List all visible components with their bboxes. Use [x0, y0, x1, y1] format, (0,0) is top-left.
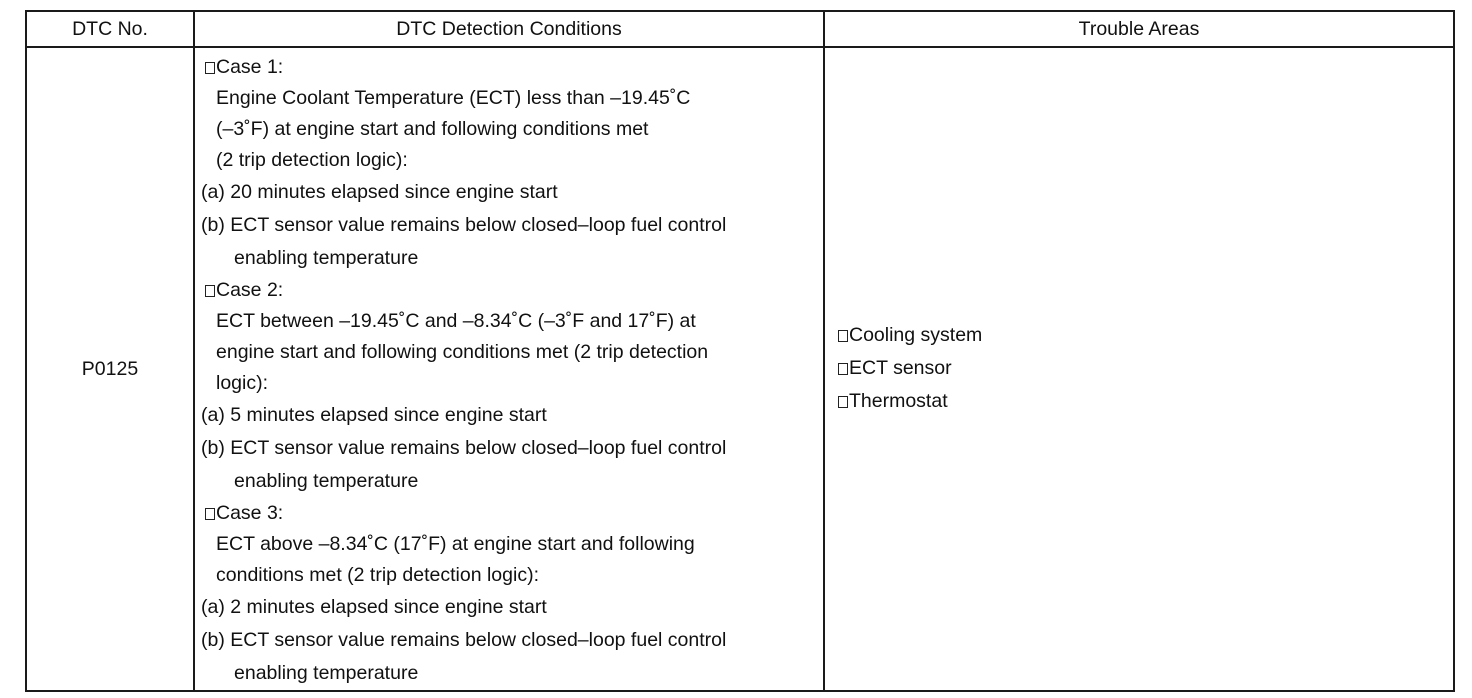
condition-line: [201, 368, 823, 399]
condition-line: [201, 399, 823, 432]
list-item: [838, 352, 1453, 385]
condition-text: (a) 20 minutes elapsed since engine start: [201, 181, 558, 203]
condition-case-heading: [201, 275, 823, 306]
condition-text: conditions met (2 trip detection logic):: [216, 564, 539, 586]
detection-conditions-cell: [194, 47, 824, 691]
checkbox-square-icon: [205, 508, 215, 520]
checkbox-square-icon: [838, 330, 848, 342]
trouble-area-text: ECT sensor: [849, 356, 952, 379]
condition-line: [201, 465, 823, 498]
condition-case-heading: [201, 498, 823, 529]
condition-text: (b) ECT sensor value remains below closed–loop fuel control: [201, 629, 727, 651]
trouble-area-text: Cooling system: [849, 323, 983, 346]
checkbox-square-icon: [838, 396, 848, 408]
condition-line: [201, 529, 823, 560]
condition-text: enabling temperature: [234, 247, 419, 269]
condition-line: [201, 432, 823, 465]
trouble-areas-cell: [824, 47, 1454, 691]
condition-case-heading: [201, 52, 823, 83]
condition-text: (–3˚F) at engine start and following conditions met: [216, 118, 649, 140]
condition-line: [201, 306, 823, 337]
condition-text: (a) 2 minutes elapsed since engine start: [201, 596, 547, 618]
condition-line: [201, 337, 823, 368]
condition-text: (2 trip detection logic):: [216, 149, 408, 171]
condition-line: [201, 560, 823, 591]
list-item: [838, 385, 1453, 418]
condition-line: [201, 176, 823, 209]
condition-text: Engine Coolant Temperature (ECT) less than –19.45˚C: [216, 87, 691, 109]
dtc-code: P0125: [26, 47, 194, 691]
condition-text: (b) ECT sensor value remains below closed–loop fuel control: [201, 214, 727, 236]
condition-line: [201, 242, 823, 275]
condition-line: [201, 657, 823, 690]
trouble-areas-list: [838, 319, 1453, 420]
checkbox-square-icon: [205, 285, 215, 297]
header-detection-conditions: DTC Detection Conditions: [194, 11, 824, 47]
condition-text: engine start and following conditions met (2 trip detection: [216, 341, 709, 363]
detection-conditions-list: [201, 48, 823, 690]
header-row: [26, 11, 1454, 47]
header-dtc-no: DTC No.: [26, 11, 194, 47]
header-trouble-areas: Trouble Areas: [824, 11, 1454, 47]
condition-text: logic):: [216, 372, 269, 394]
condition-text: ECT between –19.45˚C and –8.34˚C (–3˚F and 17˚F) at: [216, 310, 696, 332]
trouble-area-text: Thermostat: [849, 389, 948, 412]
condition-text: (a) 5 minutes elapsed since engine start: [201, 404, 547, 426]
condition-line: [201, 624, 823, 657]
list-item: [838, 319, 1453, 352]
condition-text: Case 1:: [216, 56, 284, 78]
dtc-table: [25, 10, 1455, 692]
condition-text: enabling temperature: [234, 662, 419, 684]
condition-text: Case 2:: [216, 279, 284, 301]
condition-text: enabling temperature: [234, 470, 419, 492]
condition-text: Case 3:: [216, 502, 284, 524]
condition-line: [201, 145, 823, 176]
condition-text: (b) ECT sensor value remains below closed–loop fuel control: [201, 437, 727, 459]
condition-text: ECT above –8.34˚C (17˚F) at engine start and following: [216, 533, 695, 555]
condition-line: [201, 114, 823, 145]
condition-line: [201, 209, 823, 242]
table-row: [26, 47, 1454, 691]
condition-line: [201, 591, 823, 624]
checkbox-square-icon: [205, 62, 215, 74]
condition-line: [201, 83, 823, 114]
checkbox-square-icon: [838, 363, 848, 375]
